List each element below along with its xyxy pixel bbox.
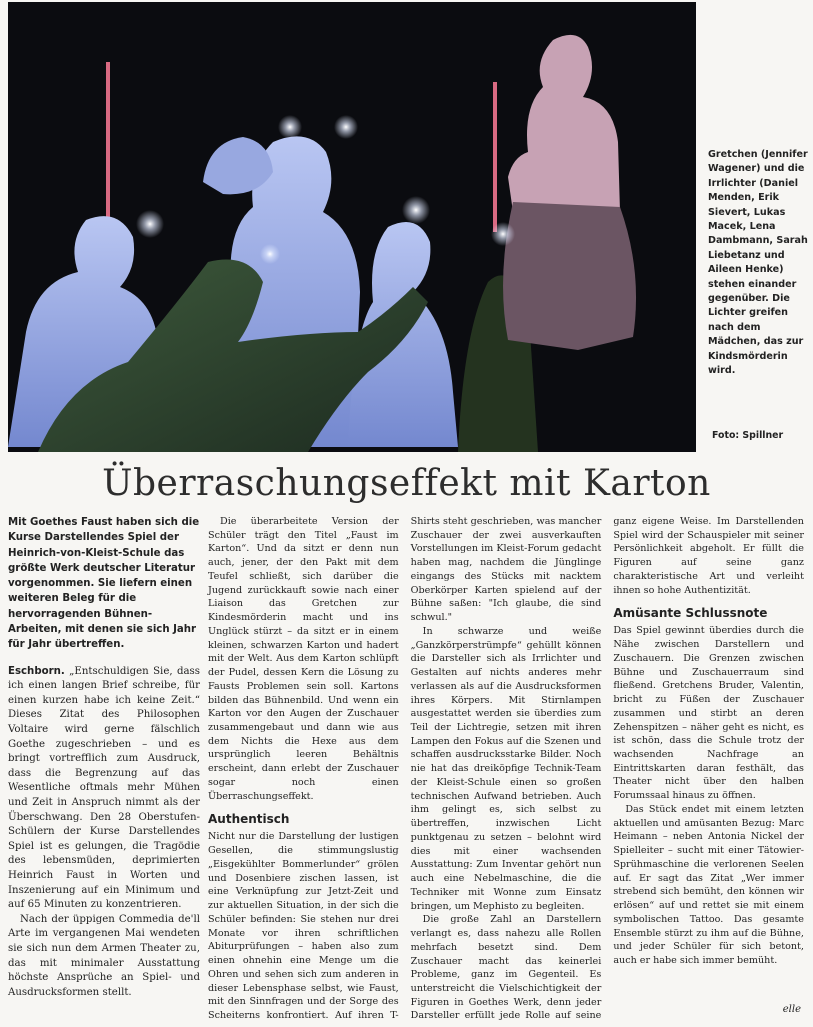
article-paragraph: Die große Zahl an Darstellern verlangt es, dass nahezu alle Rollen mehrfach besetzt sind. Dem Zuschauer macht das keinerlei Probleme, ganz im Gegenteil. Es unterstreicht die Vielschichtigkeit der Figuren in Goethes Werk, denn jeder Darsteller erfüllt jede Rolle auf seine ganz eigene Weise. Im Darstellenden Spiel wird der Schauspieler mit seiner Persönlichkeit abgeholt. Er füllt die Figuren auf seine ganz charakteristische Art und verleiht ihnen so hohe Authentizität. (410, 516, 804, 1022)
article-paragraph: Die überarbeitete Version der Schüler trägt den Titel „Faust im Karton“. Und da sitzt er denn nun auch, jener, der den Pakt mit dem Teufel schließt, sich darüber die Jugend zurückkauft sowie nach einer Liaison das Gretchen zur Kindesmörderin macht und ins Unglück stürzt – da sitzt er in einem kleinen, schwarzen Karton und hadert mit der Welt. Aus dem Karton schlüpft der Pudel, dessen Kern die Lösung zu Fausts Problemen sein soll. Kartons bilden das Bühnenbild. Und wenn ein Karton vor den Augen der Zuschauer zusammengebaut und dann wie aus dem Nichts die Hexe aus dem ursprünglich leeren Behältnis erscheint, dann erlebt der Zuschauer sogar noch einen Überraschungseffekt. (208, 516, 399, 802)
article-paragraph (8, 665, 200, 913)
article-column-1 (8, 515, 200, 1000)
article-text: „Entschuldigen Sie, dass ich einen langen Brief schreibe, für einen kurzen habe ich keine Zeit.“ Dieses Zitat des Philosophen Voltaire wird gerne fälschlich Goethe zugeschrieben – und es bringt vortrefflich zum Ausdruck, dass die Begrenzung auf das Wesentliche oftmals mehr Mühen und Zeit in Anspruch nimmt als der Überschwang. Den 28 Oberstufen-Schülern der Kurse Darstellendes Spiel ist es gelungen, die Tragödie des lebensmüden, deprimierten Heinrich Faust in Worten und Inszenierung auf ein Minimum und auf 65 Minuten zu konzentrieren. (8, 665, 200, 911)
dateline: Eschborn. (8, 665, 65, 677)
article-headline: Überraschungseffekt mit Karton (102, 463, 711, 504)
gretchen-skirt (503, 202, 636, 350)
photo-caption: Gretchen (Jennifer Wagener) und die Irrlichter (Daniel Menden, Erik Sievert, Lukas Macek, Lena Dambmann, Sarah Liebetanz und Aileen Henke) stehen einander gegenüber. Die Lichter greifen nach dem Mädchen, das zur Kindsmörderin wird. (708, 149, 808, 377)
photo-credit: Foto: Spillner (712, 430, 784, 441)
headlamp-light (334, 115, 358, 139)
headlamp-light (278, 115, 302, 139)
article-paragraph: Das Spiel gewinnt überdies durch die Nähe zwischen Darstellern und Zuschauern. Die Grenzen zwischen Bühne und Zuschauerraum sind fließend. Gretchens Bruder, Valentin, bricht zu Füßen der Zuschauer zusammen und stirbt an deren Zehenspitzen – näher geht es nicht, es ist schön, dass die Schule trotz der wachsenden Nachfrage an Eintrittskarten daran festhält, das Theater nicht über den halben Forumssaal hinaus zu öffnen. (613, 625, 804, 802)
article-paragraph: In schwarze und weiße „Ganzkörperstrümpfe“ gehüllt können die Darsteller sich als Irrlichter und Gestalten auf nichts anderes mehr verlassen als auf die Ausdrucksformen ihres Körpers. Mit Stirnlampen ausgestattet werden sie überdies zum Teil der Lichtregie, setzen mit ihren Lampen den Fokus auf die Szenen und schaffen ausdrucksstarke Bilder. Noch nie hat das dreiköpfige Technik-Team der Kleist-Schule einen so großen technischen Aufwand betrieben. Auch ihm gelingt es, sich selbst zu übertreffen, inzwischen Licht punktgenau zu setzen – belohnt wird dies mit einer wachsenden Ausstattung: Zum Inventar gehört nun auch eine Nebelmaschine, die die Techniker mit Wonne zum Einsatz bringen, um Mephisto zu begleiten. (410, 625, 602, 912)
article-paragraph: Nicht nur die Darstellung der lustigen Gesellen, die stimmungslustig „Eisgekühlter Bommerlunder“ grölen und Dosenbiere zischen lassen, ist eine Verknüpfung zur Jetzt-Zeit und zur aktuellen Situation, in der sich die Schüler befinden: Sie stehen nur drei Monate vor ihren schriftlichen Abiturprüfungen – haben also zum einen ohnehin eine Menge um die Ohren und sehen sich zum anderen in dieser Lebensphase selbst, wie Faust, mit den Sinnfragen und der Sorge des Scheiterns konfrontiert. Auf ihren T-Shirts steht geschrieben, was mancher Zuschauer der zwei ausverkauften Vorstellungen im Kleist-Forum gedacht haben mag, nachdem die Jünglinge eingangs des Stücks mit nacktem Oberkörper Karten spielend auf der Bühne saßen: "Ich glaube, die sind schwul." (208, 516, 602, 1021)
headlamp-light (491, 222, 515, 246)
article-paragraph: Nach der üppigen Commedia de'll Arte im vergangenen Mai wendeten sie sich nun dem Armen Theater zu, das mit minimaler Ausstattung höchste Ansprüche an Spiel- und Ausdrucksformen stellt. (8, 913, 200, 998)
article-paragraph: Das Stück endet mit einem letzten aktuellen und amüsanten Bezug: Marc Heimann – neben Antonia Nickel der Spielleiter – sucht mit einer Tätowier-Sprühmaschine die verlorenen Seelen auf. Er sagt das Zitat „Wer immer strebend sich bemüht, den können wir erlösen“ auf und rettet sie mit einem symbolischen Tattoo. Das gesamte Ensemble stürzt zu ihm auf die Bühne, und jeder Schüler für sich betont, auch er habe sich immer bemüht. (613, 803, 804, 967)
article-lead: Mit Goethes Faust haben sich die Kurse Darstellendes Spiel der Heinrich-von-Kleist-Schule das größte Werk deutscher Literatur vorgenommen. Sie liefern einen weiteren Beleg für die hervorragenden Bühnen-Arbeiten, mit denen sie sich Jahr für Jahr übertreffen. (8, 517, 200, 651)
subhead-amuesante-schlussnote: Amüsante Schlussnote (613, 606, 768, 621)
author-signature: elle (782, 1004, 801, 1015)
light-rod (106, 62, 110, 222)
subhead-authentisch: Authentisch (208, 812, 290, 827)
light-rod (493, 82, 497, 232)
headlamp-light (402, 196, 430, 224)
headlamp-light (136, 210, 164, 238)
article-photo (8, 2, 696, 452)
article-body-flow (208, 515, 804, 1027)
stage-scene-illustration (8, 2, 696, 452)
headlamp-light (260, 244, 280, 264)
